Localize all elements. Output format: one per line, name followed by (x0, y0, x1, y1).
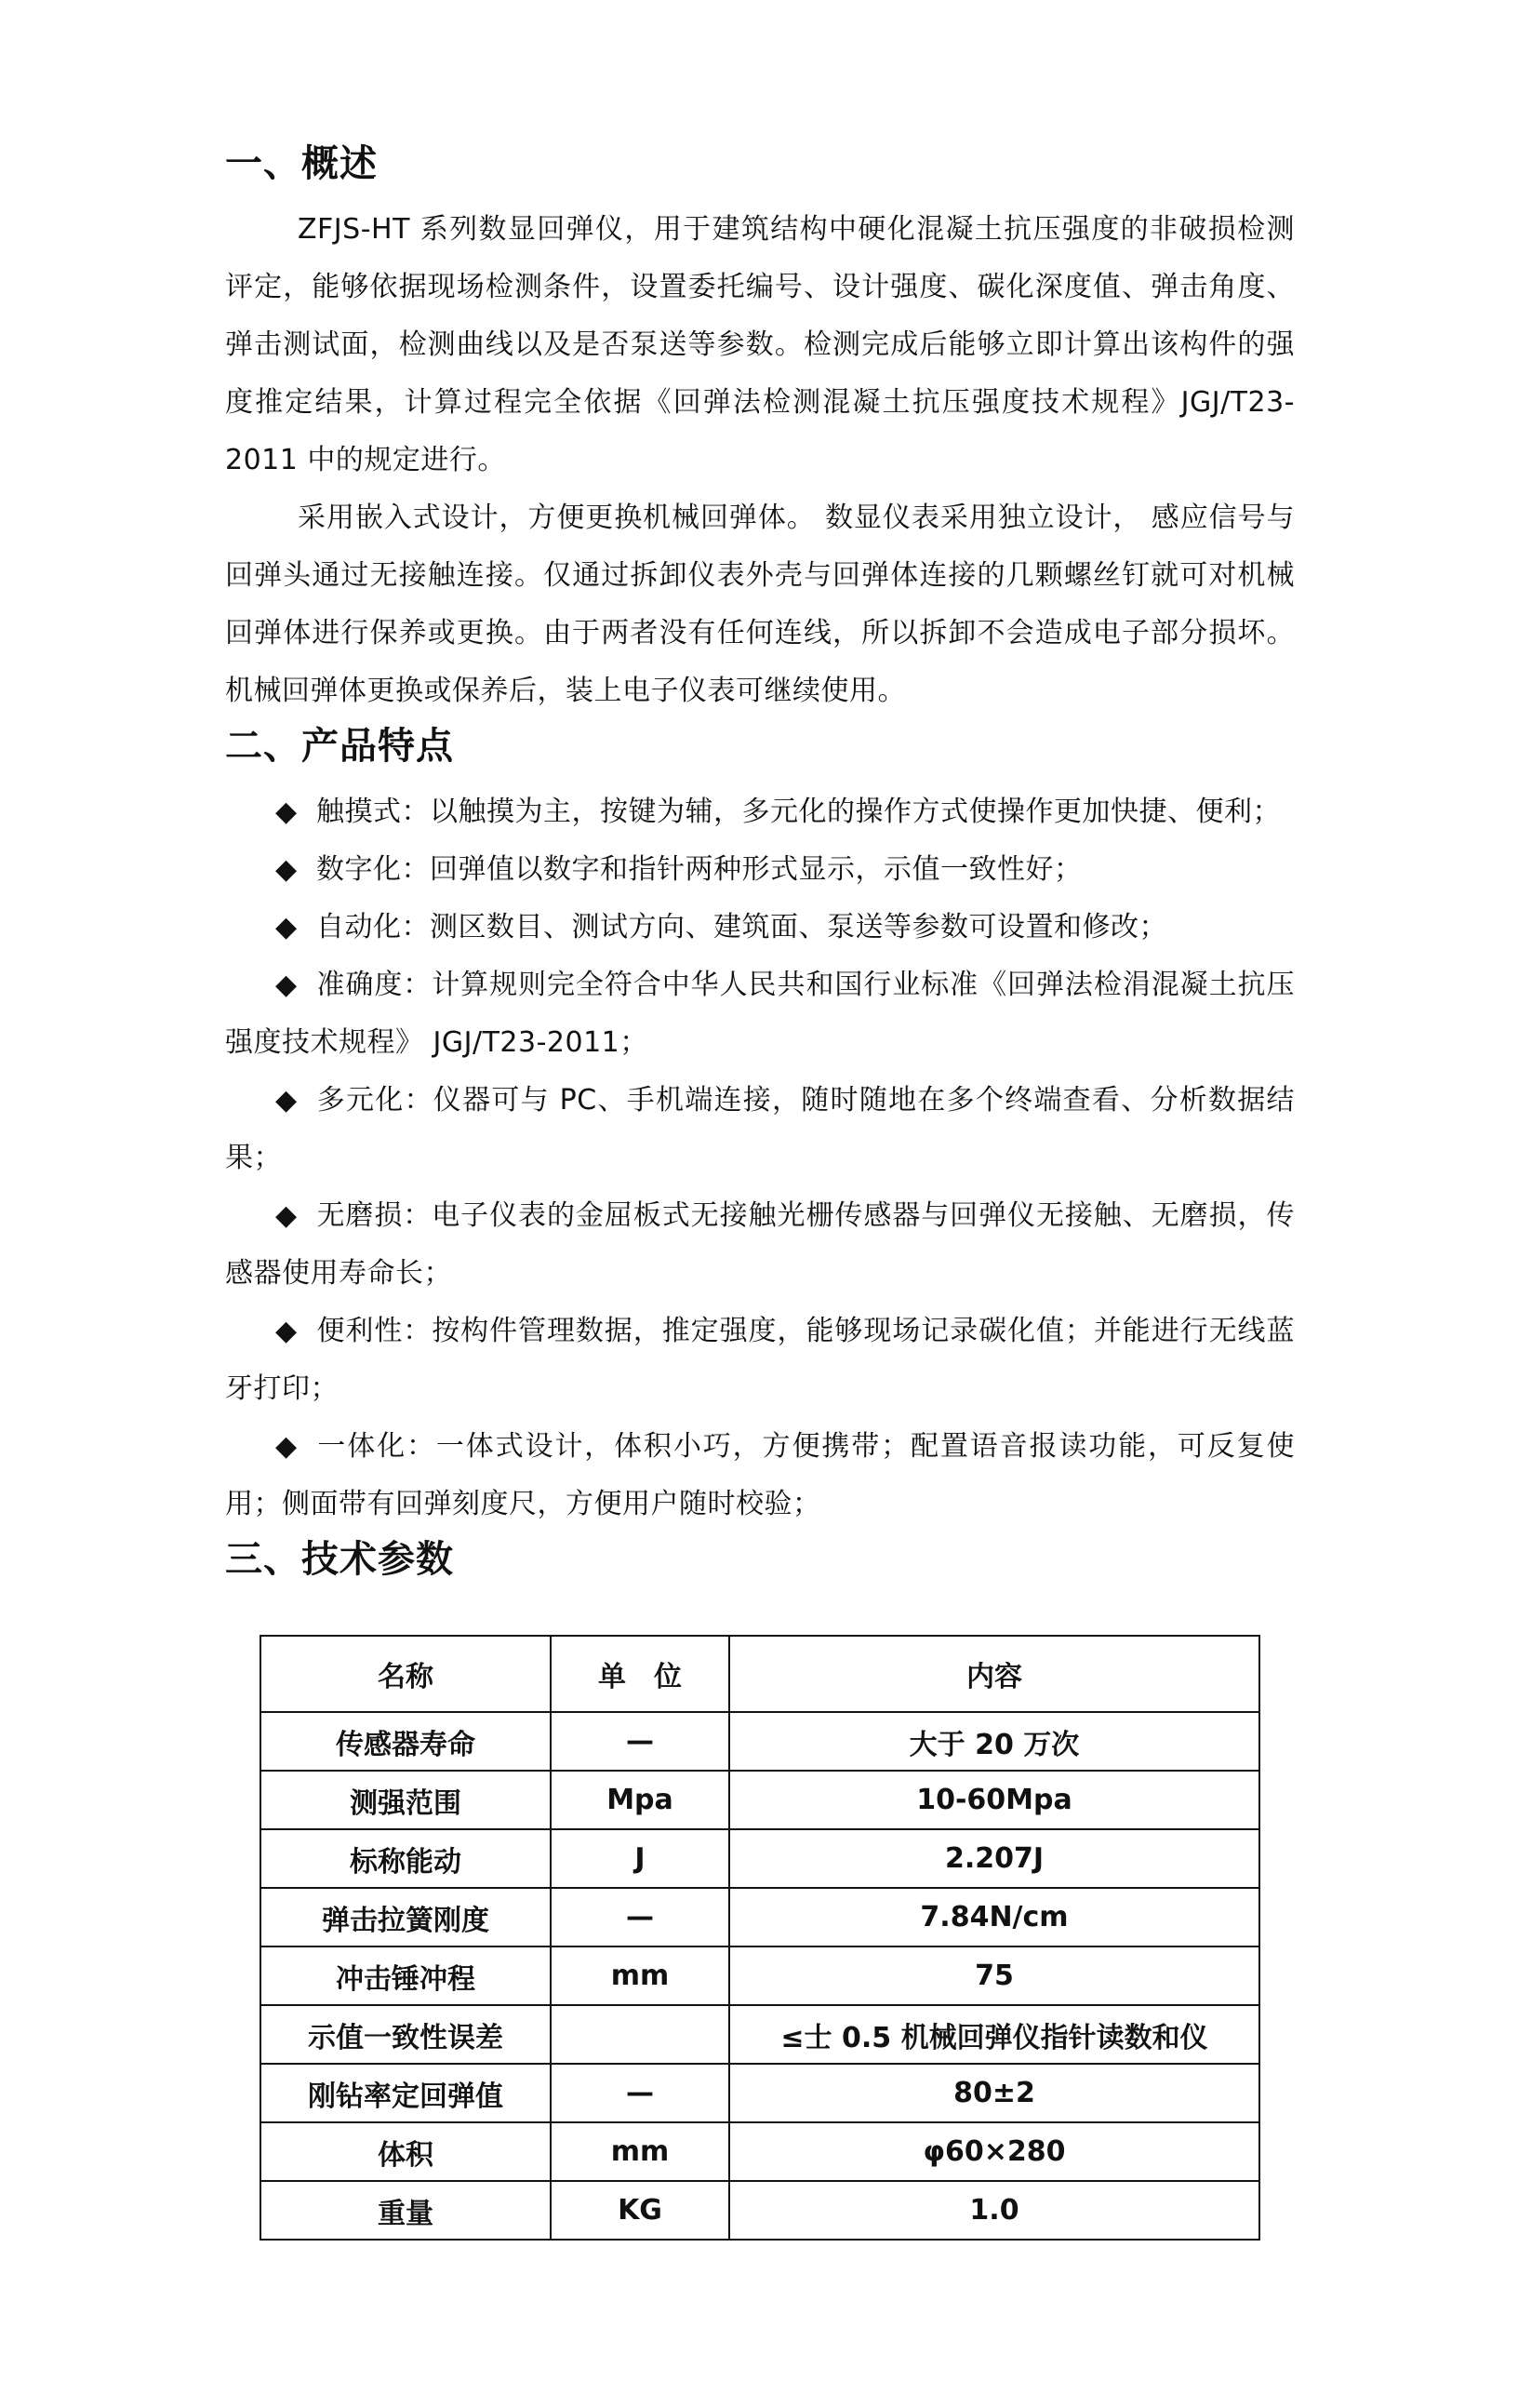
cell-content: 75 (729, 1946, 1259, 2005)
overview-paragraph: ZFJS-HT 系列数显回弹仪，用于建筑结构中硬化混凝土抗压强度的非破损检测评定，能够依据现场检测条件，设置委托编号、设计强度、碳化深度值、弹击角度、弹击测试面，检测曲线以及是否泵送等参数。检测完成后能够立即计算出该构件的强度推定结果，计算过程完全依据《回弹法检测混凝土抗压强度技术规程》JGJ/T23-2011 中的规定进行。 (225, 213, 1295, 476)
cell-name: 示值一致性误差 (260, 2005, 551, 2064)
diamond-bullet-icon: ◆ (275, 853, 298, 886)
cell-content: 10-60Mpa (729, 1771, 1259, 1829)
feature-text: 便利性：按构件管理数据，推定强度，能够现场记录碳化值；并能进行无线蓝牙打印； (225, 1315, 1295, 1405)
cell-content: 1.0 (729, 2181, 1259, 2240)
cell-unit: KG (551, 2181, 729, 2240)
cell-name: 刚钻率定回弹值 (260, 2064, 551, 2122)
diamond-bullet-icon: ◆ (275, 1199, 298, 1232)
cell-content: φ60×280 (729, 2122, 1259, 2181)
feature-item (225, 1072, 1295, 1187)
cell-name: 测强范围 (260, 1771, 551, 1829)
diamond-bullet-icon: ◆ (275, 1084, 298, 1117)
cell-unit (551, 2005, 729, 2064)
cell-unit: mm (551, 1946, 729, 2005)
table-row (260, 1888, 1259, 1946)
document-content (225, 138, 1295, 1585)
feature-list (225, 783, 1295, 1533)
feature-text: 自动化：测区数目、测试方向、建筑面、泵送等参数可设置和修改； (316, 911, 1167, 943)
table-row (260, 2005, 1259, 2064)
cell-name: 传感器寿命 (260, 1712, 551, 1771)
cell-name: 重量 (260, 2181, 551, 2240)
diamond-bullet-icon: ◆ (275, 1430, 298, 1463)
feature-text: 准确度：计算规则完全符合中华人民共和国行业标准《回弹法检涓混凝土抗压强度技术规程》 JGJ/T23-2011； (225, 969, 1295, 1059)
table-row (260, 1829, 1259, 1888)
feature-text: 数字化：回弹值以数字和指针两种形式显示，示值一致性好； (316, 853, 1083, 886)
table-row (260, 2181, 1259, 2240)
section-title-overview: 一、概述 (225, 142, 378, 185)
feature-item (225, 899, 1295, 957)
cell-unit: — (551, 2064, 729, 2122)
overview-paragraph: 采用嵌入式设计，方便更换机械回弹体。 数显仪表采用独立设计， 感应信号与回弹头通过无接触连接。仅通过拆卸仪表外壳与回弹体连接的几颗螺丝钉就可对机械回弹体进行保养或更换。由于两者没有任何连线，所以拆卸不会造成电子部分损坏。机械回弹体更换或保养后，装上电子仪表可继续使用。 (225, 502, 1295, 707)
feature-text: 无磨损：电子仪表的金屈板式无接触光栅传感器与回弹仪无接触、无磨损，传感器使用寿命长； (225, 1199, 1295, 1290)
feature-item (225, 783, 1295, 841)
diamond-bullet-icon: ◆ (275, 969, 298, 1001)
cell-content: 2.207J (729, 1829, 1259, 1888)
cell-name: 弹击拉簧刚度 (260, 1888, 551, 1946)
table-row (260, 2122, 1259, 2181)
feature-text: 触摸式：以触摸为主，按键为辅，多元化的操作方式使操作更加快捷、便利； (316, 796, 1281, 828)
table-row (260, 1771, 1259, 1829)
section-title-features: 二、产品特点 (225, 725, 454, 768)
diamond-bullet-icon: ◆ (275, 796, 298, 828)
cell-content: ≤士 0.5 机械回弹仪指针读数和仪 (729, 2005, 1259, 2064)
column-header-content: 内容 (729, 1636, 1259, 1712)
cell-content: 80±2 (729, 2064, 1259, 2122)
cell-unit: J (551, 1829, 729, 1888)
diamond-bullet-icon: ◆ (275, 1315, 298, 1347)
cell-unit: — (551, 1712, 729, 1771)
cell-name: 体积 (260, 2122, 551, 2181)
spec-table (260, 1635, 1260, 2241)
feature-text: 一体化：一体式设计，体积小巧，方便携带；配置语音报读功能，可反复使用；侧面带有回弹刻度尺，方便用户随时校验； (225, 1430, 1295, 1520)
diamond-bullet-icon: ◆ (275, 911, 298, 943)
overview-body (225, 201, 1295, 720)
feature-item (225, 1303, 1295, 1418)
table-row (260, 2064, 1259, 2122)
feature-item (225, 1418, 1295, 1533)
table-row (260, 1712, 1259, 1771)
cell-content: 大于 20 万次 (729, 1712, 1259, 1771)
cell-name: 标称能动 (260, 1829, 551, 1888)
feature-item (225, 841, 1295, 899)
section-title-specs: 三、技术参数 (225, 1538, 454, 1581)
feature-item (225, 1187, 1295, 1303)
cell-unit: — (551, 1888, 729, 1946)
cell-name: 冲击锤冲程 (260, 1946, 551, 2005)
feature-text: 多元化：仪器可与 PC、手机端连接，随时随地在多个终端查看、分析数据结果； (225, 1084, 1295, 1174)
table-header-row (260, 1636, 1259, 1712)
cell-content: 7.84N/cm (729, 1888, 1259, 1946)
cell-unit: Mpa (551, 1771, 729, 1829)
column-header-unit: 单 位 (551, 1636, 729, 1712)
feature-item (225, 957, 1295, 1072)
table-row (260, 1946, 1259, 2005)
cell-unit: mm (551, 2122, 729, 2181)
column-header-name: 名称 (260, 1636, 551, 1712)
